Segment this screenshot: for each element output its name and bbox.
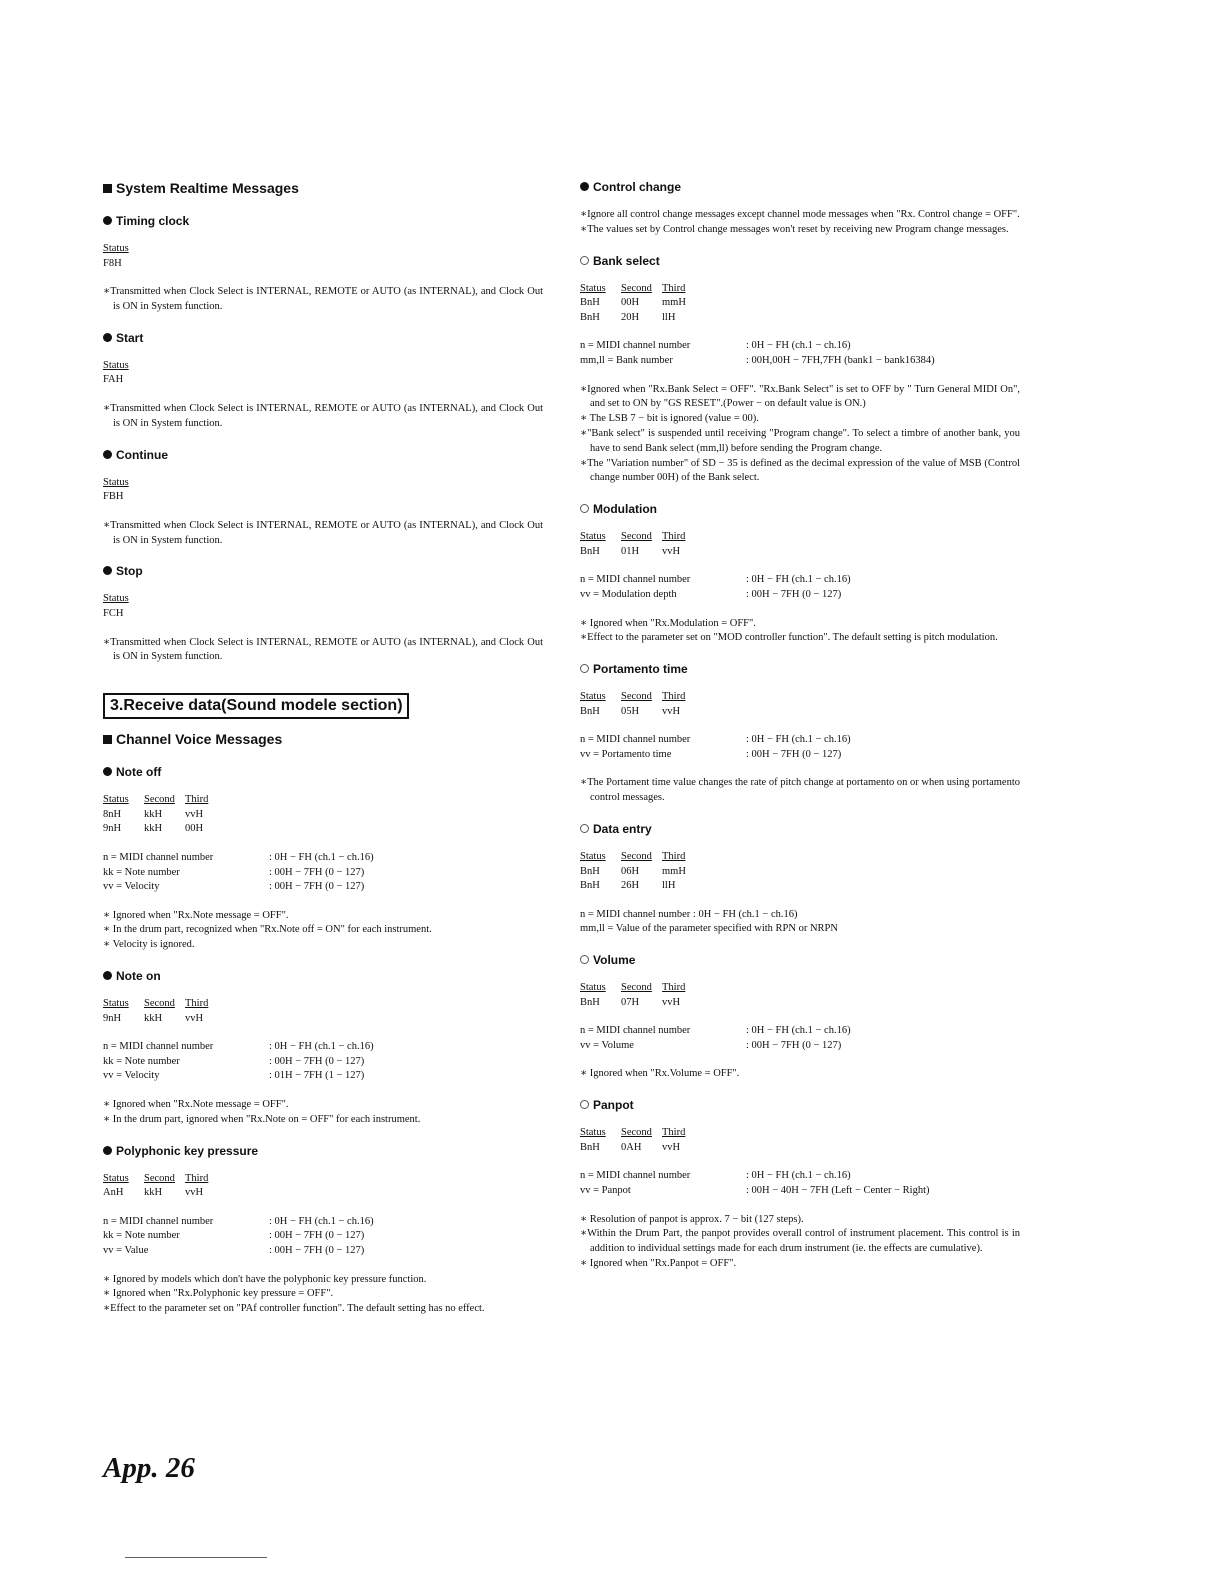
table-row: AnH kkH vvH <box>103 1187 204 1199</box>
channel-voice-heading: Channel Voice Messages <box>103 729 543 749</box>
note-off-table: Status Second Third 8nH kkH vvH 9nH kkH 00H <box>103 793 543 837</box>
timing-status: Status F8H <box>103 243 129 269</box>
timing-clock-heading: Timing clock <box>103 212 543 230</box>
start-status: Status FAH <box>103 359 129 386</box>
table-row: 9nH kkH vvH <box>103 1012 204 1024</box>
portamento-heading: Portamento time <box>580 660 1020 678</box>
control-change-heading: Control change <box>580 178 1020 196</box>
table-row: BnH 05H vvH <box>580 705 681 717</box>
circle-bullet-icon <box>103 450 112 459</box>
stop-note: ∗Transmitted when Clock Select is INTERNAL, REMOTE or AUTO (as INTERNAL), and Clock Out is ON in System function. <box>103 636 543 663</box>
circle-bullet-icon <box>103 971 112 980</box>
stop-heading: Stop <box>103 562 543 580</box>
poly-pressure-definitions: n = MIDI channel number : 0H − FH (ch.1 − ch.16) kk = Note number : 00H − 7FH (0 − 127) vv = Value : 00H − 7FH (0 − 127) <box>103 1215 374 1257</box>
modulation-table: Status Second Third BnH 01H vvH <box>580 530 1020 559</box>
square-bullet-icon <box>103 184 112 193</box>
panpot-table: Status Second Third BnH 0AH vvH <box>580 1126 1020 1155</box>
table-row: BnH 06H mmH <box>580 865 686 877</box>
continue-heading: Continue <box>103 446 543 464</box>
circle-bullet-icon <box>103 1146 112 1155</box>
bank-select-notes: ∗Ignored when "Rx.Bank Select = OFF". "Rx.Bank Select" is set to OFF by " Turn General MIDI On", and set to ON by "GS RESET".(Power − on default value is ON.) ∗ The LSB 7 − bit is ignored (value = 00). ∗"Bank select" is suspended until receiving "Program change". To select a timbre of another bank, you have to send Bank select (mm,ll) before sending the Program change. ∗The "Variation number" of SD − 35 is defined as the decimal expression of the value of MSB (Control change number 00H) of the Bank select. <box>580 383 1020 484</box>
modulation-notes: ∗ Ignored when "Rx.Modulation = OFF". ∗Effect to the parameter set on "MOD controller function". The default setting is pitch modulation. <box>580 617 998 644</box>
footer-divider <box>125 1557 267 1558</box>
volume-definitions: n = MIDI channel number : 0H − FH (ch.1 − ch.16) vv = Volume : 00H − 7FH (0 − 127) <box>580 1025 851 1051</box>
note-off-heading: Note off <box>103 763 543 781</box>
note-on-definitions: n = MIDI channel number : 0H − FH (ch.1 − ch.16) kk = Note number : 00H − 7FH (0 − 127) vv = Velocity : 01H − 7FH (1 − 127) <box>103 1041 374 1082</box>
open-circle-bullet-icon <box>580 664 589 673</box>
control-change-notes: ∗Ignore all control change messages except channel mode messages when "Rx. Control change = OFF". ∗The values set by Control change messages won't reset by receiving new Program change messages. <box>580 209 1020 235</box>
left-column <box>103 178 543 1331</box>
data-entry-table: Status Second Third BnH 06H mmH BnH 26H llH <box>580 850 1020 894</box>
note-on-table: Status Second Third 9nH kkH vvH <box>103 997 543 1026</box>
volume-heading: Volume <box>580 951 1020 969</box>
modulation-heading: Modulation <box>580 500 1020 518</box>
note-on-notes: ∗ Ignored when "Rx.Note message = OFF". ∗ In the drum part, ignored when "Rx.Note on = OFF" for each instrument. <box>103 1099 421 1125</box>
circle-bullet-icon <box>103 333 112 342</box>
poly-pressure-table: Status Second Third AnH kkH vvH <box>103 1172 543 1201</box>
open-circle-bullet-icon <box>580 504 589 513</box>
open-circle-bullet-icon <box>580 256 589 265</box>
circle-bullet-icon <box>580 182 589 191</box>
continue-note: ∗Transmitted when Clock Select is INTERNAL, REMOTE or AUTO (as INTERNAL), and Clock Out is ON in System function. <box>103 519 543 546</box>
timing-note: ∗Transmitted when Clock Select is INTERNAL, REMOTE or AUTO (as INTERNAL), and Clock Out is ON in System function. <box>103 286 543 312</box>
poly-pressure-heading: Polyphonic key pressure <box>103 1142 543 1160</box>
table-row: BnH 0AH vvH <box>580 1141 681 1153</box>
open-circle-bullet-icon <box>580 955 589 964</box>
note-off-definitions: n = MIDI channel number : 0H − FH (ch.1 − ch.16) kk = Note number : 00H − 7FH (0 − 127) vv = Velocity : 00H − 7FH (0 − 127) <box>103 851 374 893</box>
portamento-table: Status Second Third BnH 05H vvH <box>580 690 1020 719</box>
continue-status: Status FBH <box>103 476 129 503</box>
note-off-notes: ∗ Ignored when "Rx.Note message = OFF". ∗ In the drum part, recognized when "Rx.Note off = ON" for each instrument. ∗ Velocity is ignored. <box>103 909 432 951</box>
data-entry-definitions: n = MIDI channel number : 0H − FH (ch.1 − ch.16) mm,ll = Value of the parameter specified with RPN or NRPN <box>580 908 838 935</box>
modulation-definitions: n = MIDI channel number : 0H − FH (ch.1 − ch.16) vv = Modulation depth : 00H − 7FH (0 − 127) <box>580 574 851 600</box>
panpot-notes: ∗ Resolution of panpot is approx. 7 − bit (127 steps). ∗Within the Drum Part, the panpot provides overall control of instrument placement. This control is in addition to individual settings made for each drum instrument (ie. the effects are cumulative). ∗ Ignored when "Rx.Panpot = OFF". <box>580 1213 1020 1269</box>
open-circle-bullet-icon <box>580 824 589 833</box>
start-heading: Start <box>103 329 543 347</box>
table-row: BnH 00H mmH <box>580 297 686 309</box>
table-row: BnH 01H vvH <box>580 545 681 557</box>
bank-select-definitions: n = MIDI channel number : 0H − FH (ch.1 − ch.16) mm,ll = Bank number : 00H,00H − 7FH,7FH (bank1 − bank16384) <box>580 340 935 366</box>
bank-select-table: Status Second Third BnH 00H mmH BnH 20H llH <box>580 282 1020 326</box>
page-number-label: App. 26 <box>103 1452 195 1484</box>
stop-status: Status FCH <box>103 593 129 619</box>
panpot-definitions: n = MIDI channel number : 0H − FH (ch.1 − ch.16) vv = Panpot : 00H − 40H − 7FH (Left − Center − Right) <box>580 1170 930 1196</box>
circle-bullet-icon <box>103 767 112 776</box>
data-entry-heading: Data entry <box>580 820 1020 838</box>
start-note: ∗Transmitted when Clock Select is INTERNAL, REMOTE or AUTO (as INTERNAL), and Clock Out is ON in System function. <box>103 402 543 429</box>
table-row: BnH 26H llH <box>580 880 676 892</box>
table-row: BnH 20H llH <box>580 311 676 323</box>
right-column <box>580 178 1020 1286</box>
portamento-notes: ∗The Portament time value changes the rate of pitch change at portamento on or when using portamento control messages. <box>580 777 1020 804</box>
table-row: 9nH kkH 00H <box>103 823 204 835</box>
portamento-definitions: n = MIDI channel number : 0H − FH (ch.1 − ch.16) vv = Portamento time : 00H − 7FH (0 − 127) <box>580 734 851 760</box>
square-bullet-icon <box>103 735 112 744</box>
circle-bullet-icon <box>103 216 112 225</box>
bank-select-heading: Bank select <box>580 252 1020 270</box>
note-on-heading: Note on <box>103 967 543 985</box>
poly-pressure-notes: ∗ Ignored by models which don't have the polyphonic key pressure function. ∗ Ignored when "Rx.Polyphonic key pressure = OFF". ∗Effect to the parameter set on "PAf controller function". The default setting has no effect. <box>103 1273 485 1315</box>
table-row: BnH 07H vvH <box>580 996 681 1008</box>
table-row: 8nH kkH vvH <box>103 808 204 820</box>
volume-notes: ∗ Ignored when "Rx.Volume = OFF". <box>580 1068 740 1080</box>
system-realtime-heading: System Realtime Messages <box>103 178 543 198</box>
circle-bullet-icon <box>103 566 112 575</box>
panpot-heading: Panpot <box>580 1096 1020 1114</box>
open-circle-bullet-icon <box>580 1100 589 1109</box>
section-title-box: 3.Receive data(Sound modele section) <box>103 693 409 719</box>
volume-table: Status Second Third BnH 07H vvH <box>580 981 1020 1010</box>
